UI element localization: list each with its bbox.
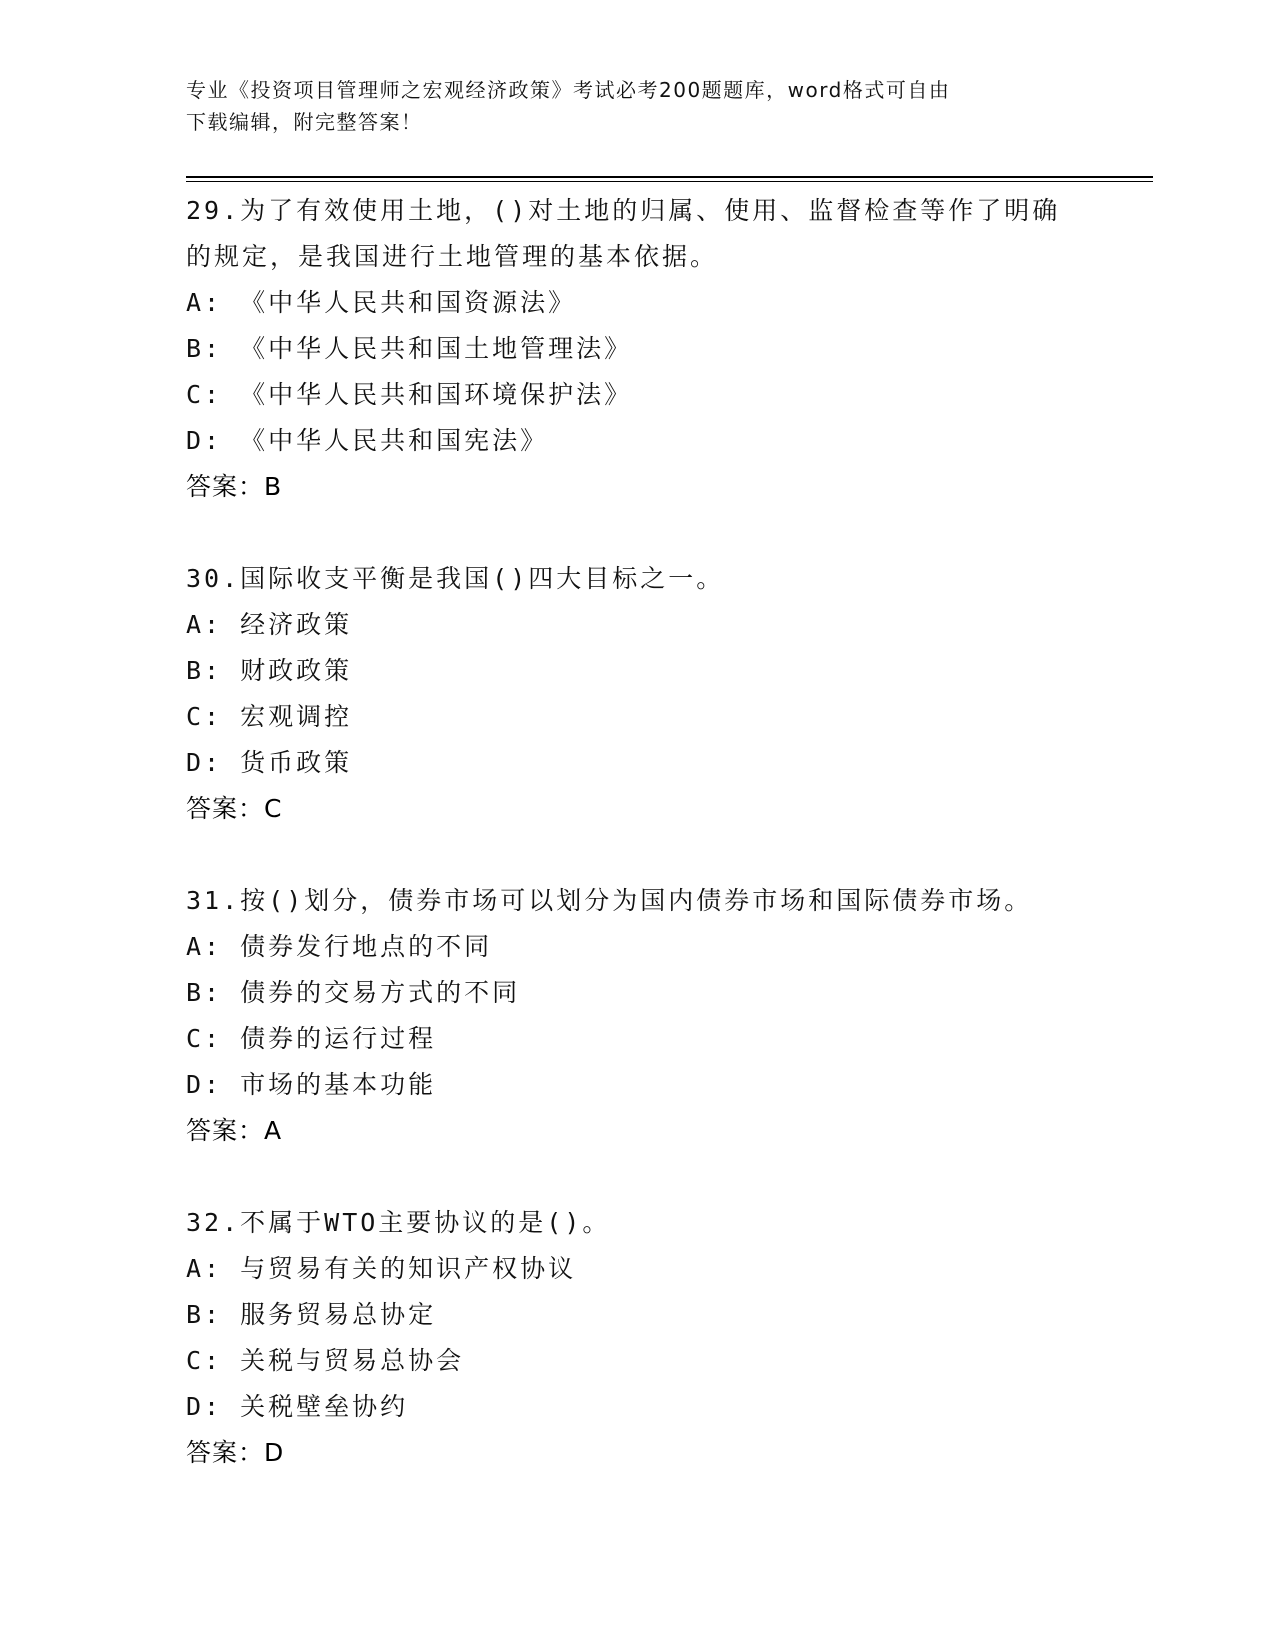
option-c: C: 关税与贸易总协会 — [186, 1346, 465, 1375]
answer: 答案：C — [186, 794, 283, 823]
header-line-1: 专业《投资项目管理师之宏观经济政策》考试必考200题题库，word格式可自由 — [186, 78, 951, 102]
answer: 答案：B — [186, 472, 283, 501]
header-line-2: 下载编辑，附完整答案！ — [186, 110, 423, 134]
option-b: B: 《中华人民共和国土地管理法》 — [186, 334, 633, 363]
option-a: A: 《中华人民共和国资源法》 — [186, 288, 577, 317]
option-b: B: 债券的交易方式的不同 — [186, 978, 521, 1007]
question-stem: 32.不属于WTO主要协议的是()。 — [186, 1208, 611, 1237]
question-29 — [186, 188, 1086, 510]
option-d: D: 关税壁垒协约 — [186, 1392, 409, 1421]
option-d: D: 《中华人民共和国宪法》 — [186, 426, 549, 455]
question-stem: 31.按()划分，债券市场可以划分为国内债券市场和国际债券市场。 — [186, 886, 1033, 915]
question-stem: 30.国际收支平衡是我国()四大目标之一。 — [186, 564, 725, 593]
option-a: A: 债券发行地点的不同 — [186, 932, 493, 961]
option-d: D: 市场的基本功能 — [186, 1070, 437, 1099]
question-32 — [186, 1200, 1086, 1476]
option-c: C: 宏观调控 — [186, 702, 353, 731]
option-d: D: 货币政策 — [186, 748, 353, 777]
question-30 — [186, 556, 1086, 832]
option-c: C: 债券的运行过程 — [186, 1024, 437, 1053]
question-stem: 29.为了有效使用土地，()对土地的归属、使用、监督检查等作了明确 — [186, 196, 1061, 225]
option-a: A: 与贸易有关的知识产权协议 — [186, 1254, 577, 1283]
question-31 — [186, 878, 1086, 1154]
question-stem-continued: 的规定，是我国进行土地管理的基本依据。 — [186, 242, 719, 271]
question-list — [186, 188, 1086, 1522]
answer: 答案：D — [186, 1438, 285, 1467]
option-c: C: 《中华人民共和国环境保护法》 — [186, 380, 633, 409]
document-header — [186, 74, 1086, 138]
answer: 答案：A — [186, 1116, 283, 1145]
option-b: B: 财政政策 — [186, 656, 353, 685]
header-divider-thick — [186, 176, 1153, 178]
option-a: A: 经济政策 — [186, 610, 353, 639]
header-divider-thin — [186, 181, 1153, 182]
option-b: B: 服务贸易总协定 — [186, 1300, 437, 1329]
